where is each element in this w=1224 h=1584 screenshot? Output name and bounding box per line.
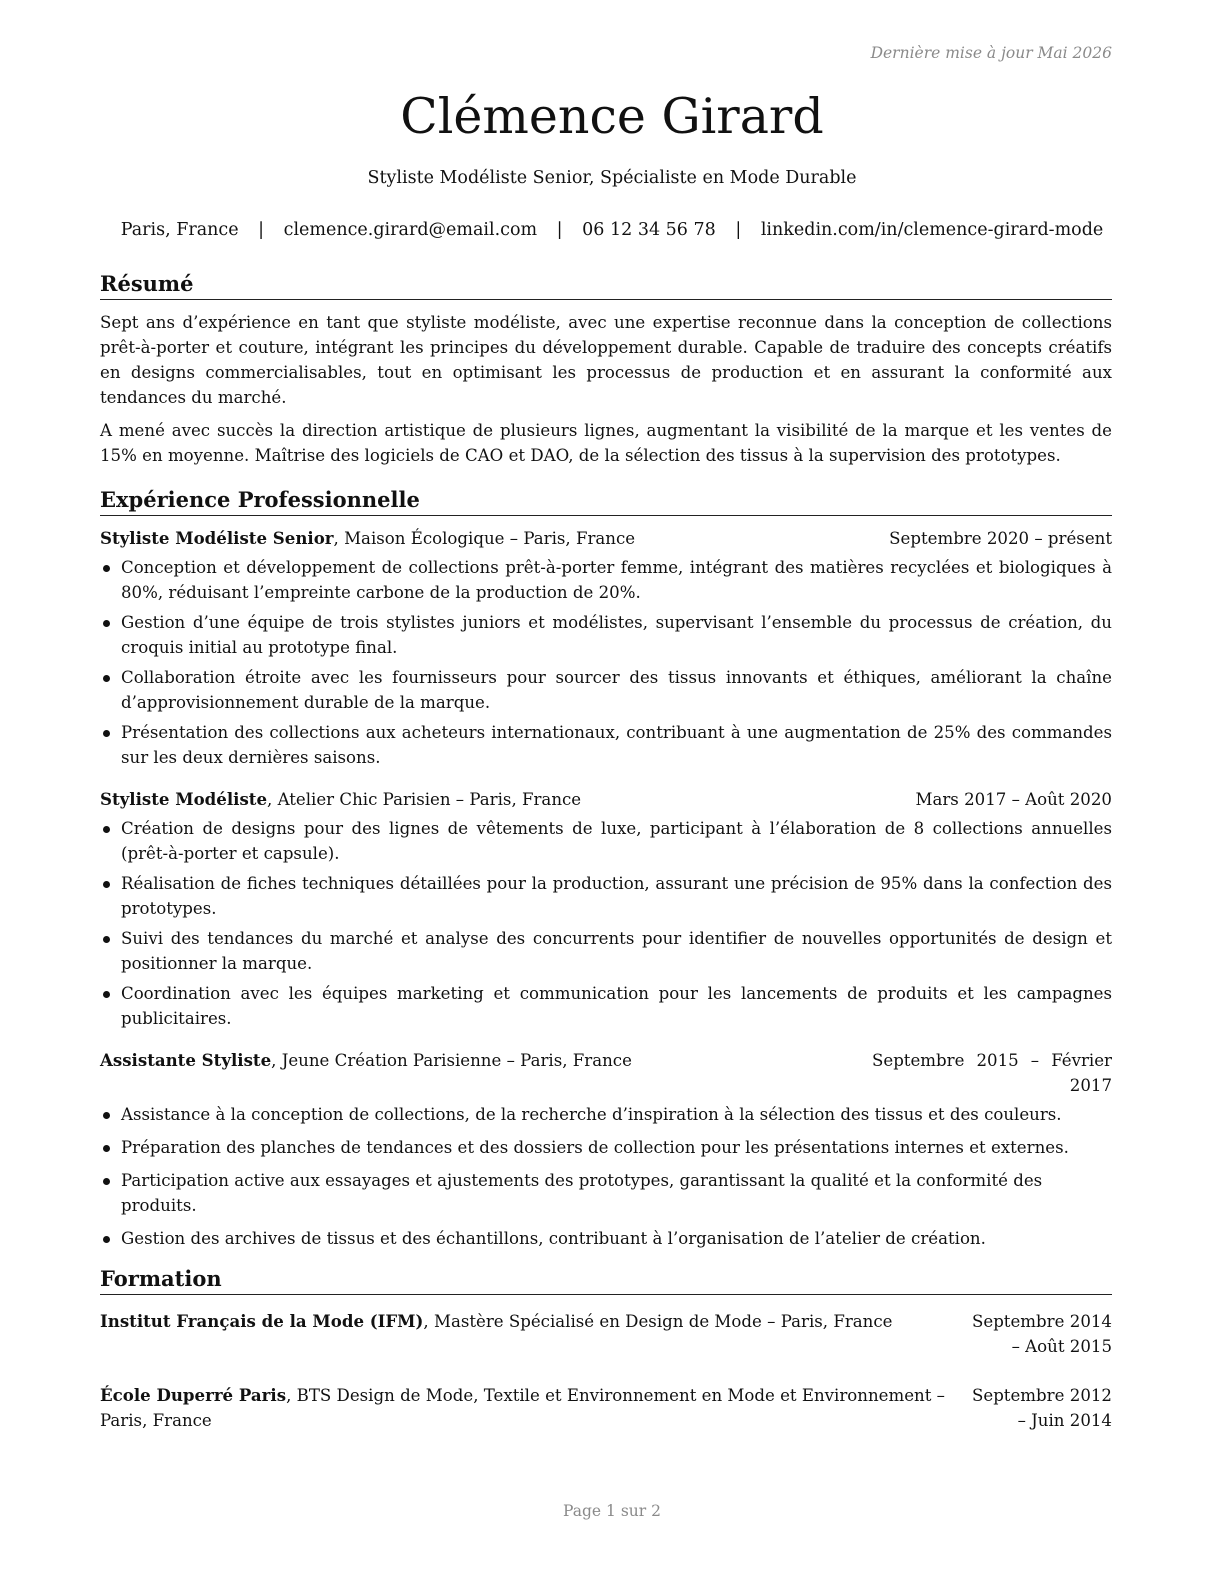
job-dates: Septembre 2020 – présent	[889, 529, 1112, 548]
education-section	[100, 1265, 1112, 1433]
list-item: Coordination avec les équipes marketing et communication pour les lancements de produits et les campagnes publicitaires.	[100, 981, 1112, 1031]
job-bullets	[100, 555, 1112, 770]
job-role: Assistante Styliste	[100, 1050, 272, 1070]
job-company: , Jeune Création Parisienne – Paris, France	[271, 1051, 632, 1070]
job-entry	[100, 526, 1112, 770]
education-school: École Duperré Paris	[100, 1385, 287, 1405]
education-dates: Septembre 2014 – Août 2015	[972, 1312, 1112, 1356]
list-item: Conception et développement de collections prêt-à-porter femme, intégrant des matières recyclées et biologiques à 80%, réduisant l’empreinte carbone de la production de 20%.	[100, 555, 1112, 605]
education-details: , BTS Design de Mode, Textile et Environnement en Mode et Environnement – Paris, France	[100, 1386, 945, 1430]
list-item: Suivi des tendances du marché et analyse des concurrents pour identifier de nouvelles opportunités de design et positionner la marque.	[100, 926, 1112, 976]
job-bullets	[100, 1102, 1112, 1251]
job-company: , Atelier Chic Parisien – Paris, France	[267, 790, 582, 809]
summary-paragraph: A mené avec succès la direction artistique de plusieurs lignes, augmentant la visibilité de la marque et les ventes de 15% en moyenne. Maîtrise des logiciels de CAO et DAO, de la sélection des tissus à la supervision des prototypes.	[100, 421, 1112, 465]
list-item: Participation active aux essayages et ajustements des prototypes, garantissant la qualité et la conformité des produits.	[100, 1168, 1112, 1218]
list-item: Préparation des planches de tendances et des dossiers de collection pour les présentations internes et externes.	[100, 1135, 1112, 1160]
list-item: Réalisation de fiches techniques détaillées pour la production, assurant une précision de 95% dans la confection des prototypes.	[100, 871, 1112, 921]
job-entry	[100, 1048, 1112, 1251]
job-header	[100, 1048, 1112, 1098]
education-details: , Mastère Spécialisé en Design de Mode – Paris, France	[423, 1312, 893, 1331]
resume-content	[100, 270, 1112, 1457]
education-entry	[100, 1383, 1112, 1433]
job-role: Styliste Modéliste	[100, 789, 268, 809]
contact-phone[interactable]: 06 12 34 56 78	[582, 220, 716, 240]
education-entry	[100, 1309, 1112, 1359]
section-title-summary: Résumé	[100, 270, 1112, 300]
contact-line	[0, 220, 1224, 240]
list-item: Présentation des collections aux acheteurs internationaux, contribuant à une augmentation de 25% des commandes sur les deux dernières saisons.	[100, 720, 1112, 770]
job-dates: Septembre 2015 – Février 2017	[872, 1051, 1112, 1095]
job-entry	[100, 787, 1112, 1031]
list-item: Assistance à la conception de collections, de la recherche d’inspiration à la sélection des tissus et des couleurs.	[100, 1102, 1112, 1127]
list-item: Gestion d’une équipe de trois stylistes juniors et modélistes, supervisant l’ensemble du processus de création, du croquis initial au prototype final.	[100, 610, 1112, 660]
page-number: Page 1 sur 2	[563, 1502, 661, 1520]
summary-paragraph: Sept ans d’expérience en tant que styliste modéliste, avec une expertise reconnue dans la conception de collections prêt-à-porter et couture, intégrant les principes du développement durable. Capable de traduire des concepts créatifs en designs commercialisables, tout en optimisant les processus de production et en assurant la conformité aux tendances du marché.	[100, 313, 1112, 407]
job-dates: Mars 2017 – Août 2020	[915, 790, 1112, 809]
section-title-education: Formation	[100, 1265, 1112, 1295]
last-updated: Dernière mise à jour Mai 2026	[870, 44, 1112, 62]
education-dates: Septembre 2012 – Juin 2014	[972, 1386, 1112, 1430]
experience-section	[100, 486, 1112, 1251]
candidate-title: Styliste Modéliste Senior, Spécialiste en Mode Durable	[367, 168, 857, 188]
contact-email[interactable]: clemence.girard@email.com	[283, 220, 538, 240]
section-title-experience: Expérience Professionnelle	[100, 486, 1112, 516]
job-company: , Maison Écologique – Paris, France	[333, 529, 636, 548]
job-role: Styliste Modéliste Senior	[100, 528, 334, 548]
contact-linkedin[interactable]: linkedin.com/in/clemence-girard-mode	[760, 220, 1104, 240]
education-school: Institut Français de la Mode (IFM)	[100, 1311, 424, 1331]
contact-separator: |	[735, 220, 742, 240]
list-item: Collaboration étroite avec les fournisseurs pour sourcer des tissus innovants et éthiques, améliorant la chaîne d’approvisionnement durable de la marque.	[100, 665, 1112, 715]
candidate-name: Clémence Girard	[400, 88, 824, 145]
list-item: Gestion des archives de tissus et des échantillons, contribuant à l’organisation de l’atelier de création.	[100, 1226, 1112, 1251]
list-item: Création de designs pour des lignes de vêtements de luxe, participant à l’élaboration de 8 collections annuelles (prêt-à-porter et capsule).	[100, 816, 1112, 866]
job-header	[100, 526, 1112, 551]
job-bullets	[100, 816, 1112, 1031]
contact-location: Paris, France	[120, 220, 239, 240]
summary-section	[100, 270, 1112, 468]
job-header	[100, 787, 1112, 812]
contact-separator: |	[258, 220, 265, 240]
contact-separator: |	[556, 220, 563, 240]
